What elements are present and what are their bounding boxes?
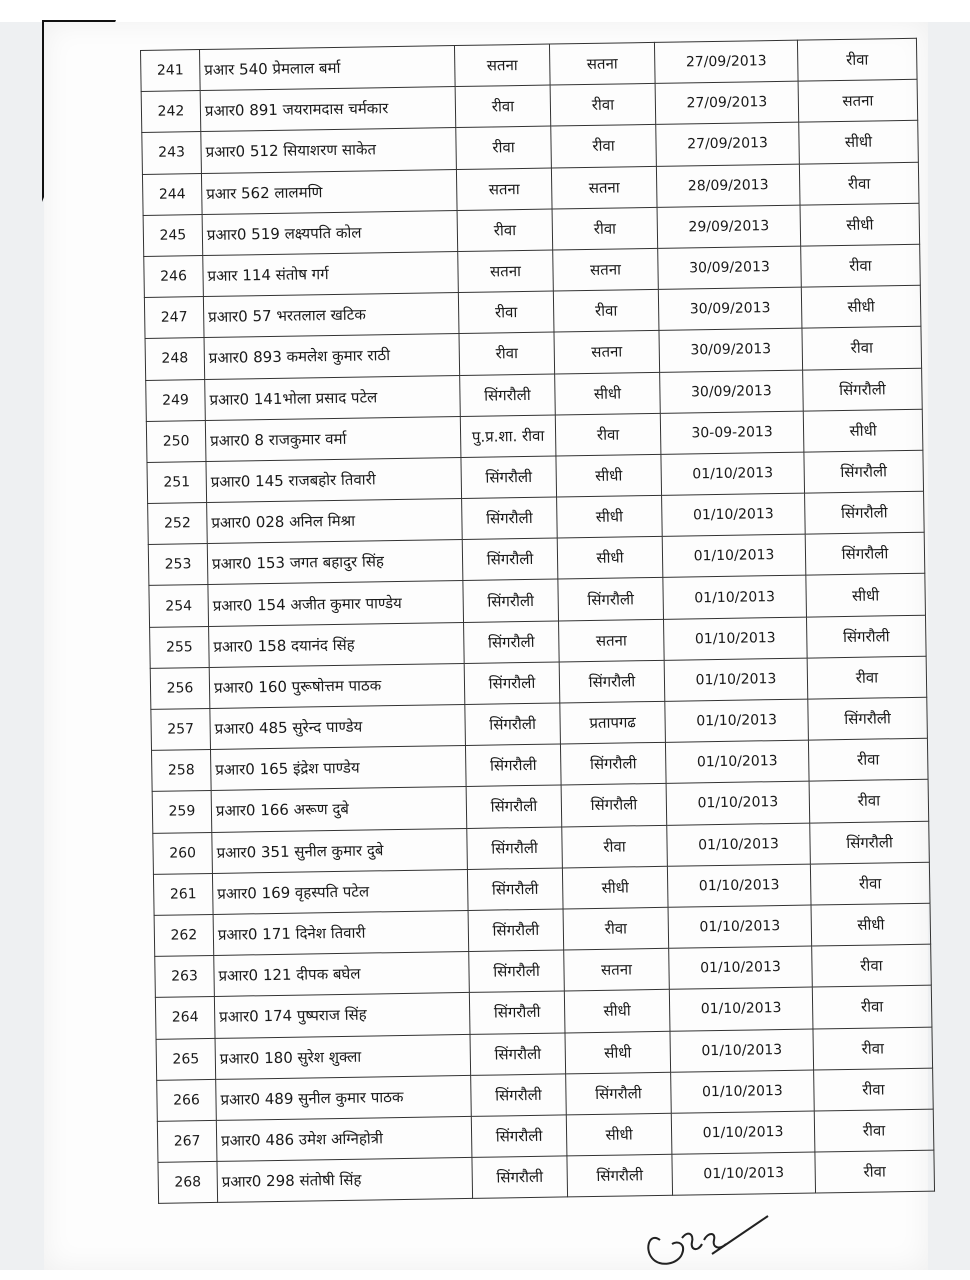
home-district-cell: सतना (554, 331, 660, 374)
order-date-cell: 01/10/2013 (667, 823, 811, 866)
employee-name-cell: प्रआर0 512 सियाशरण साकेत (201, 128, 457, 173)
current-district-cell: सिंगरौली (466, 785, 562, 828)
order-date-cell: 27/09/2013 (655, 81, 799, 124)
posting-district-cell: रीवा (807, 656, 927, 699)
serial-number-cell: 264 (155, 997, 215, 1039)
current-district-cell: रीवा (455, 85, 551, 128)
home-district-cell: सतना (551, 166, 657, 209)
serial-number-cell: 244 (142, 173, 202, 215)
current-district-cell: सिंगरौली (468, 909, 564, 952)
order-date-cell: 01/10/2013 (664, 658, 808, 701)
serial-number-cell: 266 (157, 1079, 217, 1121)
employee-name-cell: प्रआर0 519 लक्ष्यपति कोल (202, 210, 458, 255)
employee-name-cell: प्रआर0 145 राजबहोर तिवारी (206, 457, 462, 502)
current-district-cell: सिंगरौली (471, 1074, 567, 1117)
current-district-cell: पु.प्र.शा. रीवा (460, 415, 556, 458)
serial-number-cell: 249 (146, 379, 206, 421)
employee-name-cell: प्रआर0 141भोला प्रसाद पटेल (205, 375, 461, 420)
employee-name-cell: प्रआर0 171 दिनेश तिवारी (213, 910, 469, 955)
serial-number-cell: 255 (150, 626, 210, 668)
order-date-cell: 01/10/2013 (670, 1029, 814, 1072)
employee-name-cell: प्रआर0 485 सुरेन्द पाण्डेय (210, 704, 466, 749)
employee-name-cell: प्रआर0 351 सुनील कुमार दुबे (212, 828, 468, 873)
posting-district-cell: रीवा (802, 327, 922, 370)
home-district-cell: रीवा (552, 207, 658, 250)
order-date-cell: 01/10/2013 (664, 617, 808, 660)
serial-number-cell: 263 (155, 956, 215, 998)
current-district-cell: सिंगरौली (467, 827, 563, 870)
home-district-cell: सीधी (557, 495, 663, 538)
current-district-cell: सिंगरौली (460, 374, 556, 417)
current-district-cell: सिंगरौली (470, 1032, 566, 1075)
posting-district-cell: रीवा (801, 244, 921, 287)
order-date-cell: 27/09/2013 (654, 40, 798, 83)
serial-number-cell: 261 (153, 873, 213, 915)
order-date-cell: 01/10/2013 (667, 864, 811, 907)
home-district-cell: सीधी (566, 1113, 672, 1156)
employee-name-cell: प्रआर0 57 भरतलाल खटिक (203, 293, 459, 338)
serial-number-cell: 241 (141, 50, 201, 92)
order-date-cell: 30/09/2013 (659, 328, 803, 371)
home-district-cell: प्रतापगढ (560, 701, 666, 744)
serial-number-cell: 267 (157, 1120, 217, 1162)
serial-number-cell: 245 (143, 214, 203, 256)
employee-name-cell: प्रआर0 028 अनिल मिश्रा (207, 499, 463, 544)
home-district-cell: रीवा (563, 907, 669, 950)
order-date-cell: 01/10/2013 (666, 781, 810, 824)
order-date-cell: 27/09/2013 (656, 123, 800, 166)
order-date-cell: 01/10/2013 (661, 452, 805, 495)
employee-name-cell: प्रआर0 154 अजीत कुमार पाण्डेय (208, 581, 464, 626)
order-date-cell: 30-09-2013 (660, 411, 804, 454)
order-date-cell: 30/09/2013 (660, 370, 804, 413)
order-date-cell: 30/09/2013 (658, 287, 802, 330)
posting-district-cell: रीवा (813, 1027, 933, 1070)
order-date-cell: 01/10/2013 (662, 493, 806, 536)
serial-number-cell: 253 (148, 544, 208, 586)
home-district-cell: सिंगरौली (566, 1072, 672, 1115)
employee-name-cell: प्रआर0 174 पुष्पराज सिंह (214, 993, 470, 1038)
current-district-cell: रीवा (457, 209, 553, 252)
employee-name-cell: प्रआर0 153 जगत बहादुर सिंह (207, 540, 463, 585)
posting-district-cell: सिंगरौली (808, 697, 928, 740)
transfer-list-table (140, 38, 935, 1204)
employee-name-cell: प्रआर0 893 कमलेश कुमार राठी (204, 334, 460, 379)
home-district-cell: रीवा (551, 125, 657, 168)
home-district-cell: सीधी (557, 537, 663, 580)
posting-district-cell: रीवा (812, 985, 932, 1028)
home-district-cell: सतना (559, 619, 665, 662)
order-date-cell: 01/10/2013 (662, 534, 806, 577)
current-district-cell: रीवा (459, 332, 555, 375)
current-district-cell: सिंगरौली (469, 950, 565, 993)
current-district-cell: सिंगरौली (471, 1115, 567, 1158)
home-district-cell: रीवा (555, 413, 661, 456)
posting-district-cell: रीवा (815, 1150, 935, 1193)
serial-number-cell: 252 (148, 503, 208, 545)
employee-name-cell: प्रआर 562 लालमणि (201, 169, 457, 214)
posting-district-cell: सिंगरौली (803, 368, 923, 411)
home-district-cell: सिंगरौली (558, 578, 664, 621)
home-district-cell: सिंगरौली (559, 660, 665, 703)
current-district-cell: सिंगरौली (469, 991, 565, 1034)
order-date-cell: 01/10/2013 (671, 1070, 815, 1113)
posting-district-cell: सिंगरौली (805, 491, 925, 534)
employee-name-cell: प्रआर0 489 सुनील कुमार पाठक (216, 1075, 472, 1120)
home-district-cell: रीवा (550, 84, 656, 127)
photo-frame-bottom (0, 1270, 970, 1280)
serial-number-cell: 265 (156, 1038, 216, 1080)
current-district-cell: रीवा (458, 291, 554, 334)
home-district-cell: रीवा (553, 290, 659, 333)
home-district-cell: सतना (549, 42, 655, 85)
photo-frame-top (0, 0, 970, 22)
order-date-cell: 01/10/2013 (669, 946, 813, 989)
table-body (141, 38, 935, 1203)
order-date-cell: 01/10/2013 (665, 699, 809, 742)
current-district-cell: सिंगरौली (472, 1156, 568, 1199)
employee-name-cell: प्रआर0 298 संतोषी सिंह (217, 1157, 473, 1202)
order-date-cell: 01/10/2013 (665, 740, 809, 783)
current-district-cell: सतना (456, 168, 552, 211)
serial-number-cell: 258 (152, 750, 212, 792)
home-district-cell: सिंगरौली (567, 1154, 673, 1197)
employee-name-cell: प्रआर0 165 इंद्रेश पाण्डेय (210, 746, 466, 791)
employee-name-cell: प्रआर0 8 राजकुमार वर्मा (205, 416, 461, 461)
current-district-cell: सिंगरौली (467, 868, 563, 911)
order-date-cell: 01/10/2013 (669, 987, 813, 1030)
posting-district-cell: सिंगरौली (805, 532, 925, 575)
posting-district-cell: सीधी (806, 574, 926, 617)
current-district-cell: सिंगरौली (464, 621, 560, 664)
posting-district-cell: रीवा (810, 862, 930, 905)
serial-number-cell: 262 (154, 914, 214, 956)
serial-number-cell: 260 (153, 832, 213, 874)
order-date-cell: 01/10/2013 (671, 1111, 815, 1154)
employee-name-cell: प्रआर0 891 जयरामदास चर्मकार (200, 87, 456, 132)
serial-number-cell: 250 (146, 420, 206, 462)
serial-number-cell: 248 (145, 338, 205, 380)
current-district-cell: सतना (458, 250, 554, 293)
posting-district-cell: सीधी (801, 285, 921, 328)
home-district-cell: सिंगरौली (561, 784, 667, 827)
home-district-cell: रीवा (562, 825, 668, 868)
order-date-cell: 30/09/2013 (658, 246, 802, 289)
posting-district-cell: रीवा (812, 944, 932, 987)
employee-name-cell: प्रआर0 121 दीपक बघेल (214, 952, 470, 997)
home-district-cell: सतना (564, 948, 670, 991)
posting-district-cell: रीवा (809, 780, 929, 823)
home-district-cell: सीधी (556, 454, 662, 497)
posting-district-cell: रीवा (797, 38, 917, 81)
serial-number-cell: 251 (147, 461, 207, 503)
home-district-cell: सीधी (565, 1031, 671, 1074)
employee-name-cell: प्रआर0 158 दयानंद सिंह (209, 622, 465, 667)
current-district-cell: सिंगरौली (465, 744, 561, 787)
current-district-cell: सिंगरौली (464, 662, 560, 705)
serial-number-cell: 268 (158, 1161, 218, 1203)
serial-number-cell: 254 (149, 585, 209, 627)
employee-name-cell: प्रआर0 166 अरूण दुबे (211, 787, 467, 832)
employee-name-cell: प्रआर0 180 सुरेश शुक्ला (215, 1034, 471, 1079)
posting-district-cell: रीवा (814, 1109, 934, 1152)
current-district-cell: सिंगरौली (465, 703, 561, 746)
serial-number-cell: 246 (144, 255, 204, 297)
handwritten-signature-icon (642, 1210, 772, 1272)
posting-district-cell: सिंगरौली (810, 821, 930, 864)
current-district-cell: सिंगरौली (463, 579, 559, 622)
order-date-cell: 29/09/2013 (657, 205, 801, 248)
order-date-cell: 01/10/2013 (668, 905, 812, 948)
home-district-cell: सिंगरौली (560, 743, 666, 786)
employee-name-cell: प्रआर 114 संतोष गर्ग (203, 251, 459, 296)
home-district-cell: सीधी (555, 372, 661, 415)
home-district-cell: सीधी (562, 866, 668, 909)
roster-sheet (140, 38, 941, 1250)
home-district-cell: सतना (553, 248, 659, 291)
current-district-cell: सतना (454, 44, 550, 87)
posting-district-cell: रीवा (814, 1068, 934, 1111)
posting-district-cell: रीवा (799, 162, 919, 205)
employee-name-cell: प्रआर 540 प्रेमलाल बर्मा (200, 46, 456, 91)
serial-number-cell: 247 (144, 297, 204, 339)
current-district-cell: रीवा (456, 126, 552, 169)
current-district-cell: सिंगरौली (461, 456, 557, 499)
order-date-cell: 01/10/2013 (663, 576, 807, 619)
posting-district-cell: सिंगरौली (806, 615, 926, 658)
posting-district-cell: सीधी (803, 409, 923, 452)
serial-number-cell: 243 (142, 132, 202, 174)
posting-district-cell: सीधी (800, 203, 920, 246)
current-district-cell: सिंगरौली (462, 538, 558, 581)
posting-district-cell: सिंगरौली (804, 450, 924, 493)
posting-district-cell: सतना (798, 79, 918, 122)
home-district-cell: सीधी (564, 990, 670, 1033)
employee-name-cell: प्रआर0 160 पुरूषोत्तम पाठक (209, 663, 465, 708)
employee-name-cell: प्रआर0 486 उमेश अग्निहोत्री (216, 1116, 472, 1161)
posting-district-cell: सीधी (799, 121, 919, 164)
current-district-cell: सिंगरौली (462, 497, 558, 540)
serial-number-cell: 242 (141, 91, 201, 133)
document-page (44, 22, 928, 1270)
order-date-cell: 28/09/2013 (656, 164, 800, 207)
posting-district-cell: रीवा (808, 738, 928, 781)
serial-number-cell: 257 (151, 708, 211, 750)
serial-number-cell: 256 (150, 667, 210, 709)
serial-number-cell: 259 (152, 791, 212, 833)
posting-district-cell: सीधी (811, 903, 931, 946)
employee-name-cell: प्रआर0 169 वृहस्पति पटेल (212, 869, 468, 914)
order-date-cell: 01/10/2013 (672, 1152, 816, 1195)
